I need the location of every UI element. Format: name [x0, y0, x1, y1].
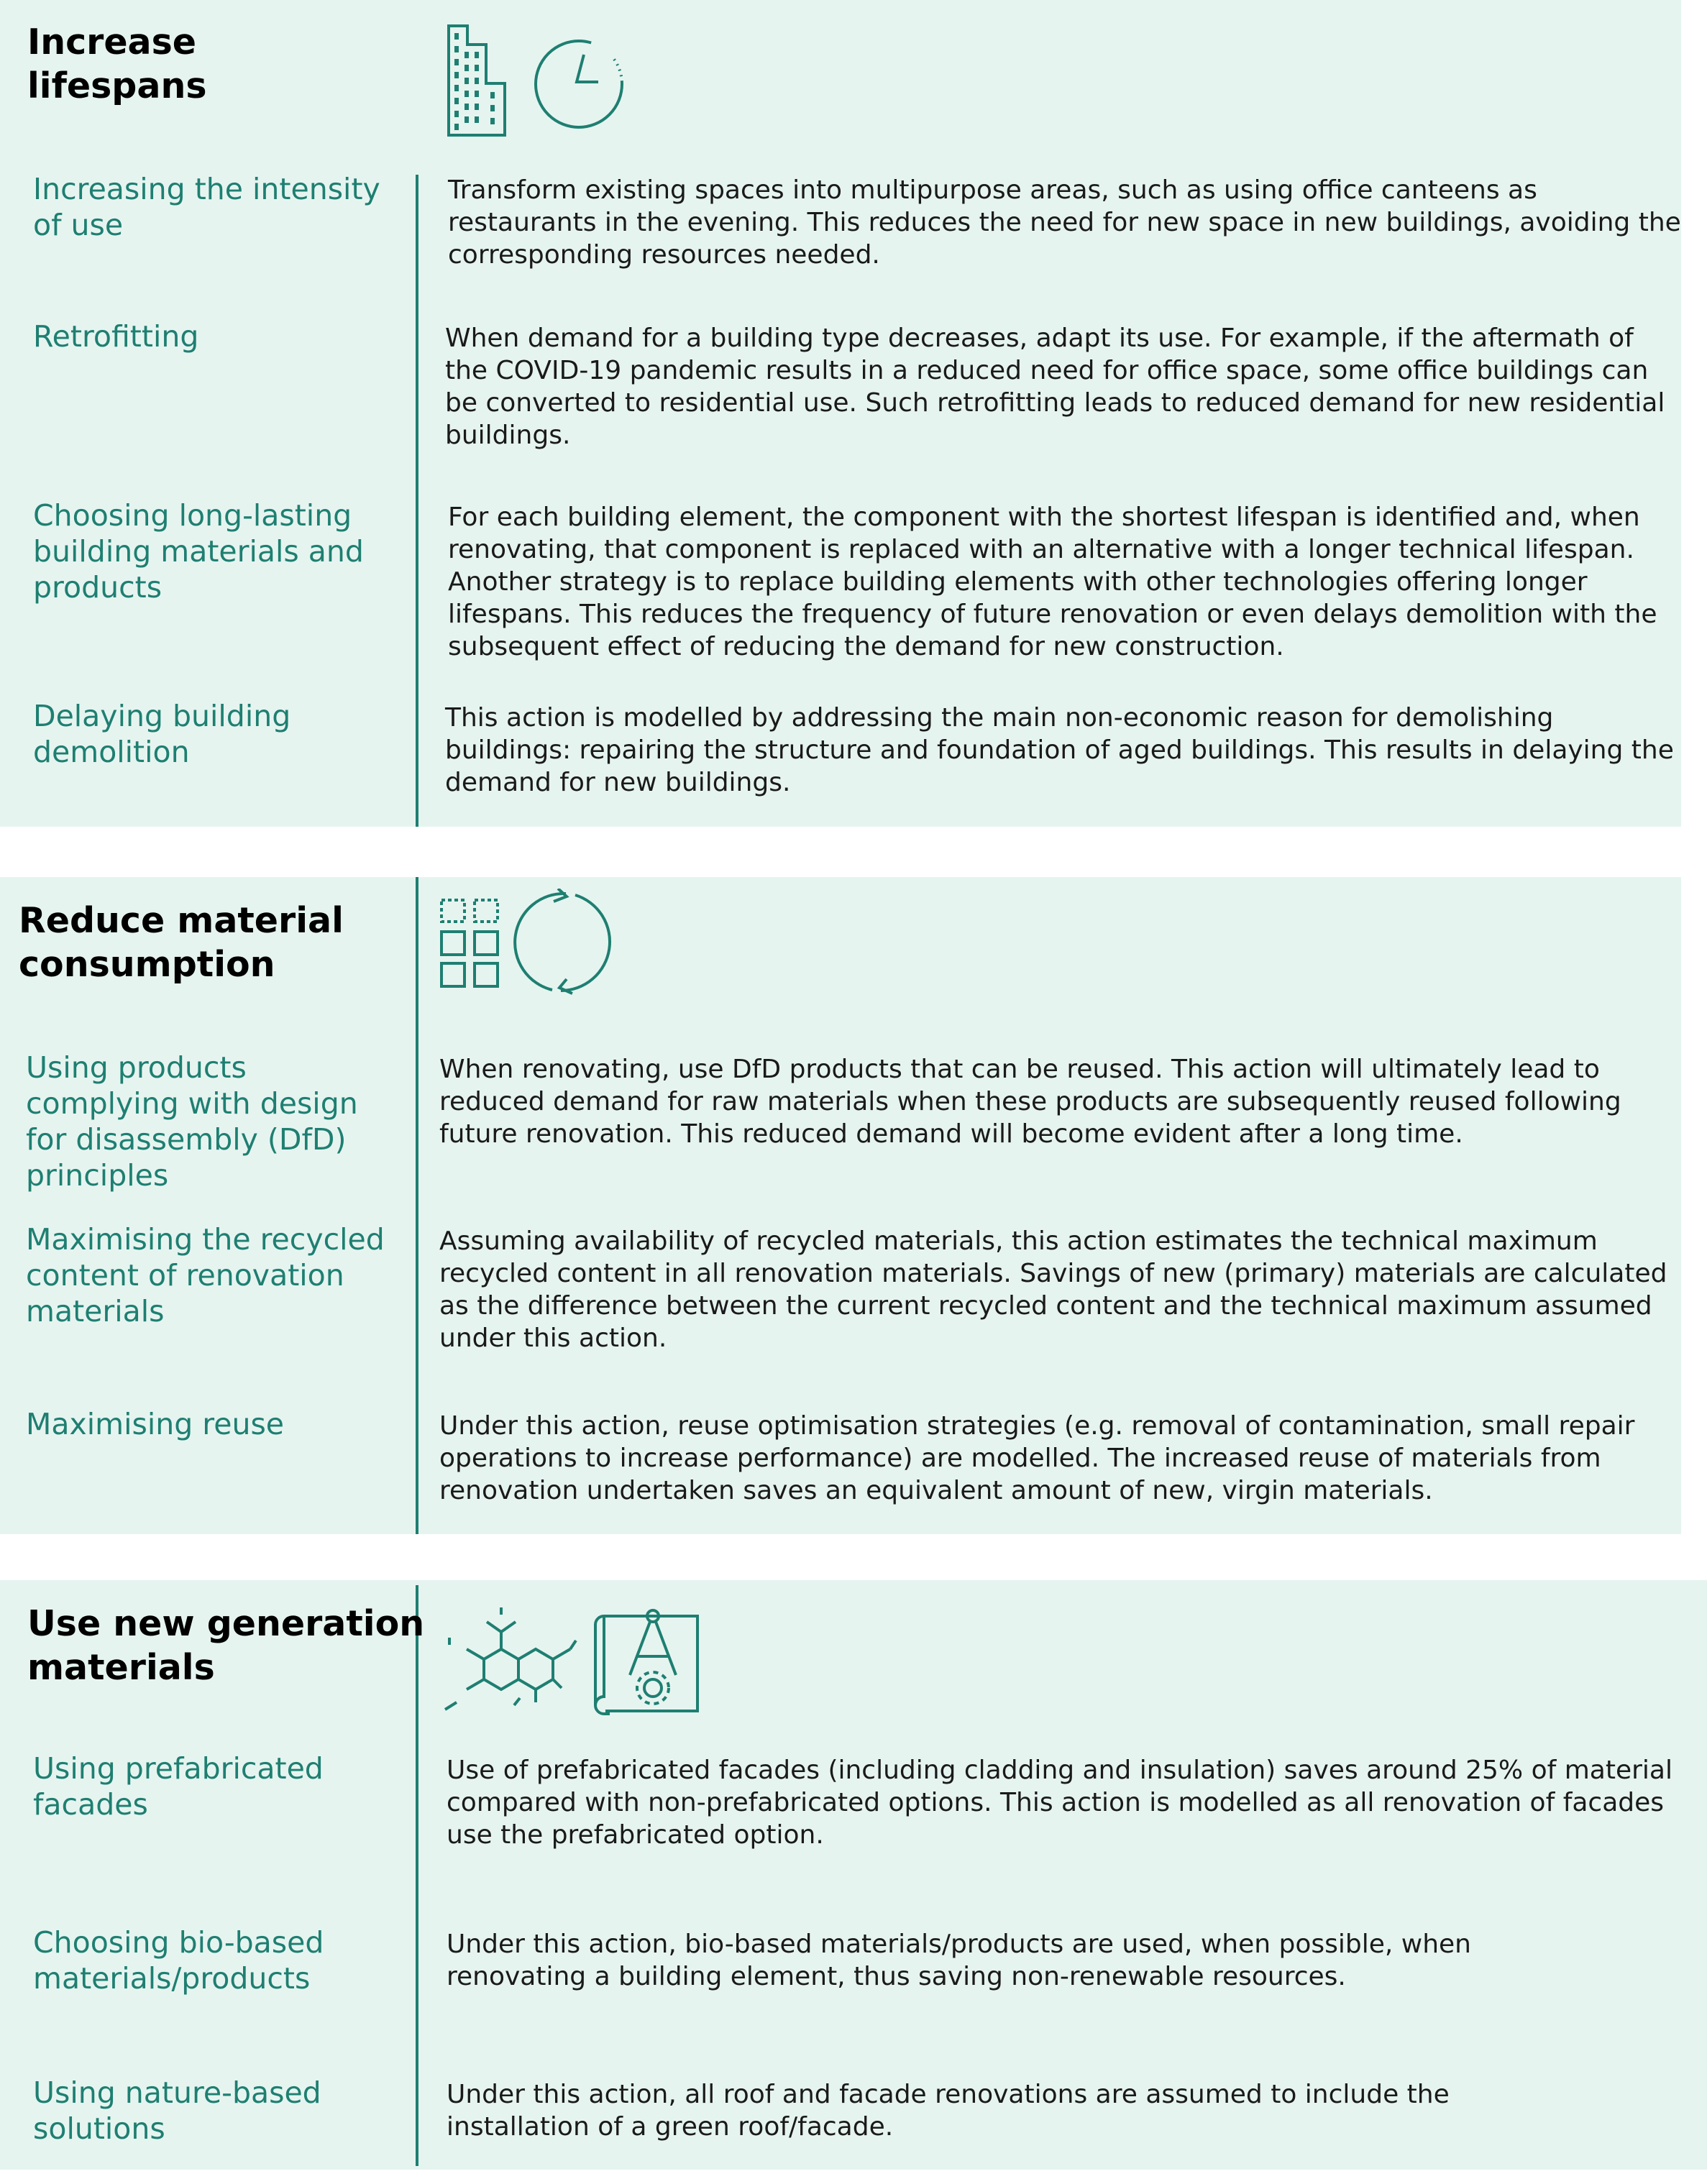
row-label: Choosing bio-based materials/products — [33, 1925, 324, 1996]
row-description: When demand for a building type decreases, adapt its use. For example, if the aftermath of the COVID-19 pandemic results in a reduced need for office space, some office buildings can be converted to residential use. Such retrofitting leads to reduced demand for new residential buildings. — [445, 324, 1665, 450]
building-icon — [446, 23, 518, 138]
row-description: For each building element, the component with the shortest lifespan is identified and, when renovating, that component is replaced with an alternative with a longer technical lifespan. Another strategy is to replace building elements with other technologies offering longer lifespans. This reduces the frequency of future renovation or even delays demolition with the subsequent effect of reducing the demand for new construction. — [448, 503, 1657, 661]
section-title: Reduce material consumption — [19, 900, 344, 985]
section-title: Increase lifespans — [27, 22, 207, 106]
circular-arrows-icon — [509, 889, 617, 996]
row-label: Using products complying with design for disassembly (DfD) principles — [26, 1050, 358, 1193]
clock-icon — [532, 37, 626, 131]
section-divider-line — [416, 877, 418, 1534]
section-title: Use new generation materials — [27, 1603, 425, 1688]
row-description: Under this action, reuse optimisation strategies (e.g. removal of contamination, small repair operations to increase performance) are modelled. The increased reuse of materials from renovation undertaken saves an equivalent amount of new, virgin materials. — [439, 1411, 1635, 1505]
row-label: Maximising the recycled content of renovation materials — [26, 1222, 385, 1329]
row-label: Choosing long-lasting building materials and products — [33, 498, 364, 605]
row-description: Under this action, bio-based materials/products are used, when possible, when renovating a building element, thus saving non-renewable resources. — [447, 1930, 1471, 1991]
row-description: Assuming availability of recycled materials, this action estimates the technical maximum recycled content in all renovation materials. Savings of new (primary) materials are calculated as the difference between the current recycled content and the technical maximum assumed under this action. — [439, 1226, 1667, 1353]
row-description: When renovating, use DfD products that can be reused. This action will ultimately lead to reduced demand for raw materials when these products are subsequently reused following future renovation. This reduced demand will become evident after a long time. — [439, 1055, 1621, 1149]
row-description: Under this action, all roof and facade renovations are assumed to include the installation of a green roof/facade. — [447, 2080, 1450, 2142]
row-description: This action is modelled by addressing the main non-economic reason for demolishing buildings: repairing the structure and foundation of aged buildings. This results in delaying the demand for new buildings. — [445, 703, 1674, 797]
row-label: Using prefabricated facades — [33, 1751, 324, 1822]
row-label: Increasing the intensity of use — [33, 172, 380, 242]
row-label: Delaying building demolition — [33, 699, 291, 769]
molecule-icon — [435, 1596, 579, 1718]
row-label: Retrofitting — [33, 319, 199, 354]
row-label: Using nature-based solutions — [33, 2075, 321, 2146]
blueprint-compass-icon — [590, 1603, 705, 1718]
row-description: Transform existing spaces into multipurpose areas, such as using office canteens as restaurants in the evening. This reduces the need for new space in new buildings, avoiding the corresponding resources needed. — [448, 175, 1681, 270]
modules-grid-icon — [439, 897, 503, 991]
row-label: Maximising reuse — [26, 1407, 285, 1441]
section-divider-line — [416, 175, 418, 827]
row-description: Use of prefabricated facades (including cladding and insulation) saves around 25% of material compared with non-prefabricated options. This action is modelled as all renovation of facades use the prefabricated option. — [447, 1756, 1672, 1850]
